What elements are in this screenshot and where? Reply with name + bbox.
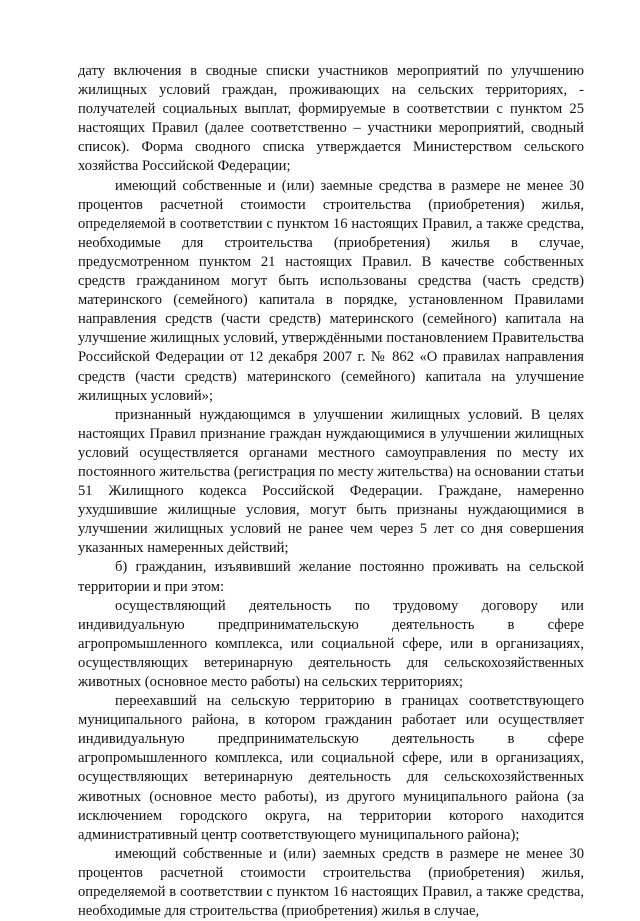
paragraph-own-funds-2: имеющий собственные и (или) заемных средств в размере не менее 30 процентов расчетной стоимости строительства (приобретения) жилья, определяемой в соответствии с пунктом 16 настоящих Правил, а также средства, необходимые для строительства (приобретения) жилья в случае, (78, 845, 584, 920)
paragraph-relocation: переехавший на сельскую территорию в границах соответствующего муниципального района, в котором гражданин работает или осуществляет индивидуальную предпринимательскую деятельность в сфере агропромышленного комплекса, или социальной сфере, или в организациях, осуществляющих ветеринарную деятельность для сельскохозяйственных животных (основное место работы), из другого муниципального района (за исключением городского округа, на территории которого находится административный центр соответствующего муниципального района); (78, 693, 584, 843)
paragraph-own-funds: имеющий собственные и (или) заемные средства в размере не менее 30 процентов расчетной стоимости строительства (приобретения) жилья, определяемой в соответствии с пунктом 16 настоящих Правил, а также средства, необходимые для строительства (приобретения) жилья в случае, предусмотренном пунктом 21 настоящих Правил. В качестве собственных средств гражданином могут быть использованы средства (часть средств) материнского (семейного) капитала в порядке, установленном Правилами направления средств (части средств) материнского (семейного) капитала на улучшение жилищных условий, утверждёнными постановлением Правительства Российской Федерации от 12 декабря 2007 г. № 862 «О правилах направления средств (части средств) материнского (семейного) капитала на улучшение жилищных условий»; (78, 177, 584, 404)
document-page (78, 62, 584, 921)
paragraph-employment: осуществляющий деятельность по трудовому договору или индивидуальную предпринимательскую деятельность в сфере агропромышленного комплекса, или социальной сфере, или в организациях, осуществляющих ветеринарную деятельность для сельскохозяйственных животных (основное место работы) на сельских территориях; (78, 597, 584, 690)
paragraph-housing-need: признанный нуждающимся в улучшении жилищных условий. В целях настоящих Правил признание граждан нуждающимися в улучшении жилищных условий осуществляется органами местного самоуправления по месту их постоянного жительства (регистрация по месту жительства) на основании статьи 51 Жилищного кодекса Российской Федерации. Граждане, намеренно ухудшившие жилищные условия, могут быть признаны нуждающимися в улучшении жилищных условий не ранее чем через 5 лет со дня совершения указанных намеренных действий; (78, 406, 585, 557)
paragraph-inclusion-date: дату включения в сводные списки участников мероприятий по улучшению жилищных условий граждан, проживающих на сельских территориях, - получателей социальных выплат, формируемые в соответствии с пунктом 25 настоящих Правил (далее соответственно – участники мероприятий, сводный список). Форма сводного списка утверждается Министерством сельского хозяйства Российской Федерации; (78, 63, 584, 175)
paragraph-item-b: б) гражданин, изъявивший желание постоянно проживать на сельской территории и при этом: (78, 559, 584, 595)
